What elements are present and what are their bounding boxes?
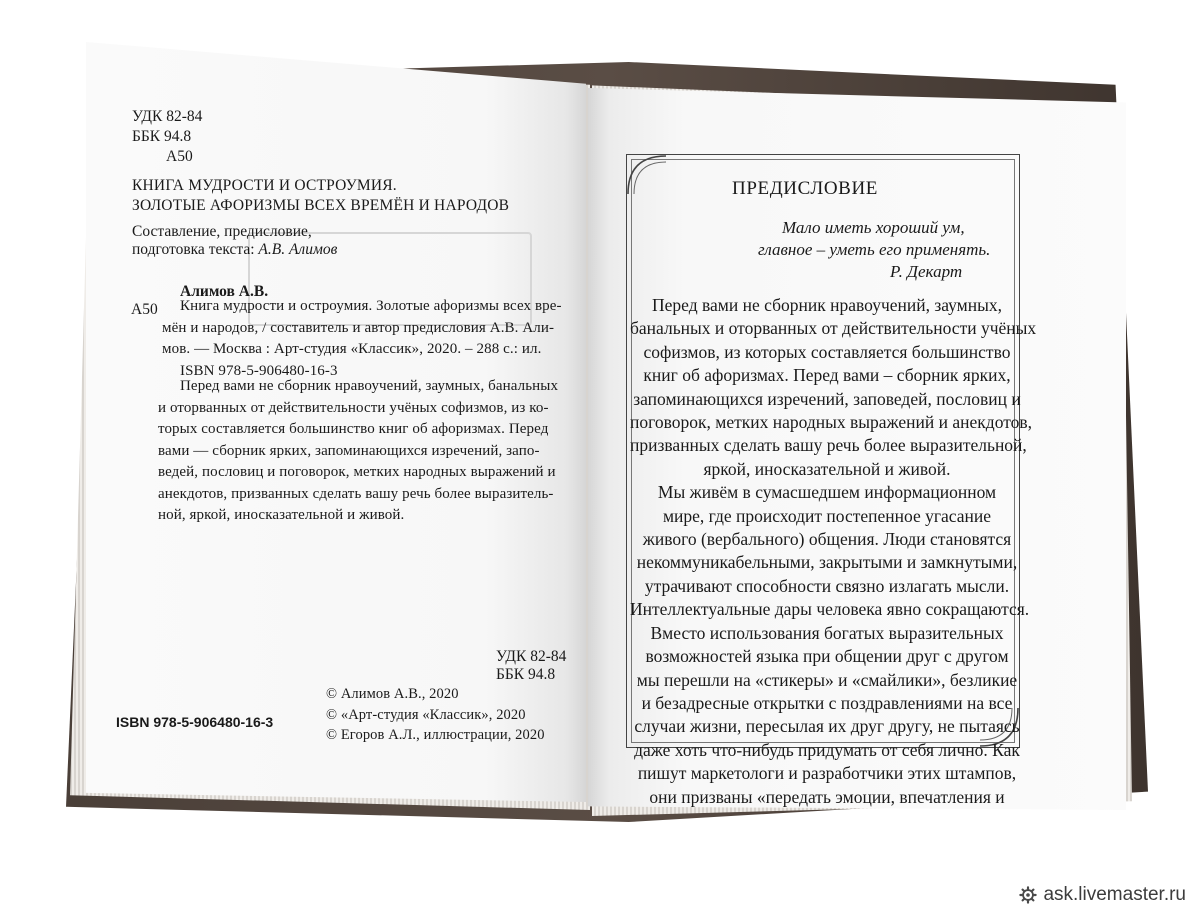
copyright-line: © Егоров А.Л., иллюстрации, 2020 xyxy=(326,727,545,743)
annotation-line: вами — сборник ярких, запоминающихся изречений, запо- xyxy=(158,442,540,459)
annotation-line: Перед вами не сборник нравоучений, заумных, банальных xyxy=(180,378,559,394)
foreword-line: книг об афоризмах. Перед вами – сборник ярких, xyxy=(643,365,1011,386)
foreword-line: случаи жизни, пересылая их друг другу, не пытаясь xyxy=(634,716,1020,737)
annotation-line: ведей, пословиц и поговорок, метких народных выражений и xyxy=(158,464,556,480)
foreword-line: утрачивают способности связно излагать мысли. xyxy=(644,575,1010,596)
foreword-line: Интеллектуальные дары человека явно сокращаются. xyxy=(630,599,1030,620)
isbn-bottom: ISBN 978-5-906480-16-3 xyxy=(116,714,274,730)
annotation xyxy=(158,376,558,527)
annotation-line: торых составляется большинство книг об афоризмах. Перед xyxy=(158,421,549,437)
bbk-code: ББК 94.8 xyxy=(132,128,192,145)
udk-code: УДК 82-84 xyxy=(132,108,203,125)
foreword-line: возможностей языка при общении друг с другом xyxy=(645,646,1009,667)
foreword-line: Перед вами не сборник нравоучений, заумных, xyxy=(652,295,1002,315)
udk-code-bottom: УДК 82-84 xyxy=(496,648,567,665)
epigraph-line-1: Мало иметь хороший ум, xyxy=(782,218,965,237)
biblio-line: Книга мудрости и остроумия. Золотые афоризмы всех вре- xyxy=(180,298,562,314)
copyright-line: © Алимов А.В., 2020 xyxy=(326,686,459,702)
foreword-line: некоммуникабельными, закрытыми и замкнутыми, xyxy=(636,552,1018,573)
compiler-name: А.В. Алимов xyxy=(258,241,338,258)
foreword-line: Вместо использования богатых выразительных xyxy=(650,622,1004,643)
page-heading: ПРЕДИСЛОВИЕ xyxy=(732,178,878,199)
isbn-line: ISBN 978-5-906480-16-3 xyxy=(180,362,338,379)
copyright-line: © «Арт-студия «Классик», 2020 xyxy=(326,706,526,723)
bibliographic-description xyxy=(162,296,562,382)
foreword-line: они призваны «передать эмоции, впечатления и xyxy=(649,786,1005,807)
foreword-line: запоминающихся изречений, заповедей, пословиц и xyxy=(633,388,1021,409)
biblio-line: мён и народов, / составитель и автор предисловия А.В. Али- xyxy=(162,319,555,336)
compiler-prefix: подготовка текста: xyxy=(132,241,259,258)
frame-corner-top-left-ornament xyxy=(626,154,672,200)
annotation-line: анекдотов, призванных сделать вашу речь более выразитель- xyxy=(158,485,554,502)
foreword-line: мы перешли на «стикеры» и «смайлики», безликие xyxy=(636,669,1018,690)
foreword-line: живого (вербального) общения. Люди становятся xyxy=(642,529,1012,550)
biblio-line: мов. — Москва : Арт-студия «Классик», 2020. – 288 с.: ил. xyxy=(162,341,542,357)
foreword-line: и безадресные открытки с поздравлениями на все xyxy=(641,692,1013,713)
foreword-line: яркой, иносказательной и живой. xyxy=(703,458,951,479)
foreword-line: даже хоть что-нибудь придумать от себя лично. Как xyxy=(634,739,1020,760)
foreword-line: банальных и оторванных от действительности учёных xyxy=(630,318,1037,339)
bbk-code-bottom: ББК 94.8 xyxy=(496,666,556,683)
foreword-line: пишут маркетологи и разработчики этих штампов, xyxy=(637,763,1017,784)
foreword-line: поговорок, метких народных выражений и анекдотов, xyxy=(630,412,1033,433)
foreword-line: призванных сделать вашу речь более выразительной, xyxy=(630,435,1027,456)
author-heading: Алимов А.В. xyxy=(180,283,269,300)
annotation-line: и оторванных от действительности учёных софизмов, из ко- xyxy=(158,399,549,416)
epigraph-author: Р. Декарт xyxy=(890,262,963,281)
epigraph-line-2: главное – уметь его применять. xyxy=(758,240,991,259)
annotation-line: ной, яркой, иносказательной и живой. xyxy=(158,507,405,523)
author-mark: А50 xyxy=(166,148,193,165)
copyright-block xyxy=(326,684,545,746)
foreword-line: софизмов, из которых составляется большинство xyxy=(643,341,1011,362)
gear-icon xyxy=(1019,886,1037,904)
title-line-2: ЗОЛОТЫЕ АФОРИЗМЫ ВСЕХ ВРЕМЁН И НАРОДОВ xyxy=(132,197,510,214)
watermark-text: ask.livemaster.ru xyxy=(1043,884,1186,905)
compiler-line-1: Составление, предисловие, xyxy=(132,223,312,240)
author-mark-side: А50 xyxy=(131,301,158,318)
compiler-line-2 xyxy=(132,240,337,260)
title-line-1: КНИГА МУДРОСТИ И ОСТРОУМИЯ. xyxy=(132,177,397,194)
foreword-line: мире, где происходит постепенное угасание xyxy=(662,505,992,526)
site-watermark xyxy=(1019,884,1186,906)
foreword-body xyxy=(630,294,1037,809)
foreword-line: Мы живём в сумасшедшем информационном xyxy=(657,482,997,503)
